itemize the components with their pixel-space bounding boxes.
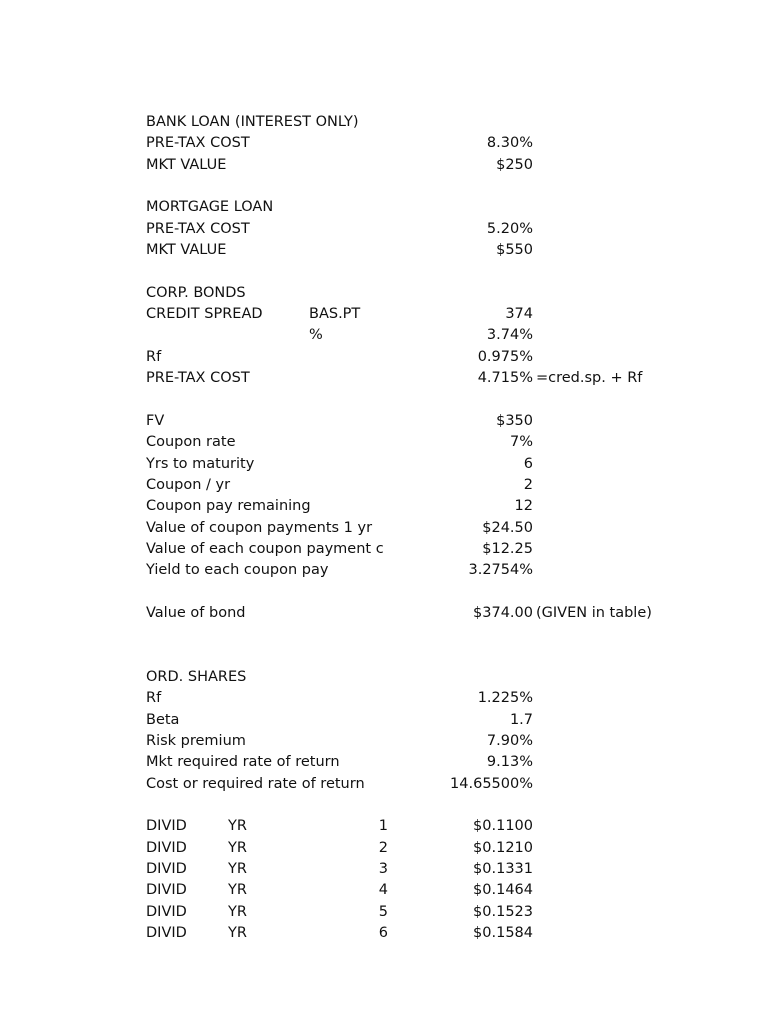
dividend-label: DIVID xyxy=(146,818,187,835)
year-number: 1 xyxy=(378,818,388,835)
row-value: $550 xyxy=(496,242,533,259)
row-label: Coupon / yr xyxy=(146,476,231,493)
row-label: FV xyxy=(146,412,165,429)
dividend-label: DIVID xyxy=(146,839,187,856)
row-value: 374 xyxy=(505,306,533,323)
dividend-row xyxy=(0,880,768,901)
dividend-label: DIVID xyxy=(146,903,187,920)
row-label: PRE-TAX COST xyxy=(146,220,250,237)
row-value: 8.30% xyxy=(486,135,533,152)
row-label: MKT VALUE xyxy=(146,242,227,259)
blank-row xyxy=(0,261,768,282)
dividend-value: $0.1464 xyxy=(473,882,533,899)
shares-rf-row xyxy=(0,688,768,709)
row-value: 1.225% xyxy=(477,690,533,707)
blank-row xyxy=(0,176,768,197)
row-label: Value of bond xyxy=(146,604,246,621)
row-value: 3.74% xyxy=(486,327,533,344)
blank-row xyxy=(0,582,768,603)
spreadsheet xyxy=(0,112,768,944)
year-label: YR xyxy=(228,903,247,920)
year-number: 6 xyxy=(378,925,388,942)
year-label: YR xyxy=(228,925,247,942)
rf-row xyxy=(0,347,768,368)
row-label: Rf xyxy=(146,348,162,365)
dividend-value: $0.1100 xyxy=(473,818,533,835)
row-value: $12.25 xyxy=(482,540,533,557)
row-label: Risk premium xyxy=(146,732,246,749)
year-number: 5 xyxy=(378,903,388,920)
row-value: 1.7 xyxy=(509,711,533,728)
beta-row xyxy=(0,710,768,731)
row-value: 12 xyxy=(514,498,533,515)
row-value: 6 xyxy=(523,455,533,472)
section-title: CORP. BONDS xyxy=(146,284,246,301)
row-label: Rf xyxy=(146,690,162,707)
row-label: MKT VALUE xyxy=(146,156,227,173)
row-label: Cost or required rate of return xyxy=(146,775,365,792)
row-value: $350 xyxy=(496,412,533,429)
dividend-label: DIVID xyxy=(146,882,187,899)
blank-row xyxy=(0,624,768,667)
dividend-value: $0.1331 xyxy=(473,861,533,878)
unit-label: BAS.PT xyxy=(309,306,361,323)
row-value: 7% xyxy=(509,434,533,451)
dividend-row xyxy=(0,816,768,837)
row-label: PRE-TAX COST xyxy=(146,370,250,387)
dividend-row xyxy=(0,923,768,944)
ord-shares-title-row xyxy=(0,667,768,688)
formula-note: =cred.sp. + Rf xyxy=(536,370,643,387)
credit-spread-pct-row xyxy=(0,325,768,346)
value-coupon-yr-row xyxy=(0,518,768,539)
year-label: YR xyxy=(228,818,247,835)
section-title: BANK LOAN (INTEREST ONLY) xyxy=(146,114,359,130)
mkt-rrr-row xyxy=(0,752,768,773)
coupon-remaining-row xyxy=(0,496,768,517)
row-label: Mkt required rate of return xyxy=(146,754,340,771)
year-label: YR xyxy=(228,839,247,856)
dividend-value: $0.1523 xyxy=(473,903,533,920)
year-number: 2 xyxy=(378,839,388,856)
row-value: 14.65500% xyxy=(450,775,533,792)
row-value: 5.20% xyxy=(486,220,533,237)
row-value: 9.13% xyxy=(486,754,533,771)
section-title: MORTGAGE LOAN xyxy=(146,199,274,216)
corp-bonds-title-row xyxy=(0,283,768,304)
dividend-row xyxy=(0,859,768,880)
bank-loan-title-row xyxy=(0,112,768,133)
mortgage-mkt-row xyxy=(0,240,768,261)
dividend-row xyxy=(0,838,768,859)
unit-label: % xyxy=(309,327,323,344)
row-label: Value of coupon payments 1 yr xyxy=(146,519,373,536)
mortgage-pretax-row xyxy=(0,219,768,240)
row-label: Beta xyxy=(146,711,180,728)
coupon-rate-row xyxy=(0,432,768,453)
row-value: $24.50 xyxy=(482,519,533,536)
bank-loan-mkt-row xyxy=(0,155,768,176)
row-value: 3.2754% xyxy=(468,562,533,579)
formula-note: (GIVEN in table) xyxy=(536,604,652,621)
dividend-label: DIVID xyxy=(146,861,187,878)
bonds-pretax-row xyxy=(0,368,768,389)
credit-spread-row xyxy=(0,304,768,325)
row-label: CREDIT SPREAD xyxy=(146,306,263,323)
dividend-value: $0.1584 xyxy=(473,925,533,942)
yrs-maturity-row xyxy=(0,454,768,475)
dividend-row xyxy=(0,902,768,923)
row-label: Yield to each coupon pay xyxy=(146,562,329,579)
section-title: ORD. SHARES xyxy=(146,668,247,685)
row-label: Coupon pay remaining xyxy=(146,498,311,515)
dividend-label: DIVID xyxy=(146,925,187,942)
row-label: Coupon rate xyxy=(146,434,236,451)
row-label: Value of each coupon payment c xyxy=(146,540,384,557)
mortgage-title-row xyxy=(0,197,768,218)
year-number: 3 xyxy=(378,861,388,878)
year-label: YR xyxy=(228,882,247,899)
row-value: 4.715% xyxy=(477,370,533,387)
cost-rrr-row xyxy=(0,774,768,795)
row-value: 0.975% xyxy=(477,348,533,365)
coupon-per-yr-row xyxy=(0,475,768,496)
year-number: 4 xyxy=(378,882,388,899)
value-bond-row xyxy=(0,603,768,624)
fv-row xyxy=(0,411,768,432)
row-label: PRE-TAX COST xyxy=(146,135,250,152)
year-label: YR xyxy=(228,861,247,878)
yield-row xyxy=(0,560,768,581)
bank-loan-pretax-row xyxy=(0,133,768,154)
dividend-value: $0.1210 xyxy=(473,839,533,856)
value-each-coupon-row xyxy=(0,539,768,560)
blank-row xyxy=(0,389,768,410)
row-value: $250 xyxy=(496,156,533,173)
row-value: $374.00 xyxy=(473,604,533,621)
row-value: 7.90% xyxy=(486,732,533,749)
row-label: Yrs to maturity xyxy=(146,455,255,472)
row-value: 2 xyxy=(523,476,533,493)
blank-row xyxy=(0,795,768,816)
risk-premium-row xyxy=(0,731,768,752)
